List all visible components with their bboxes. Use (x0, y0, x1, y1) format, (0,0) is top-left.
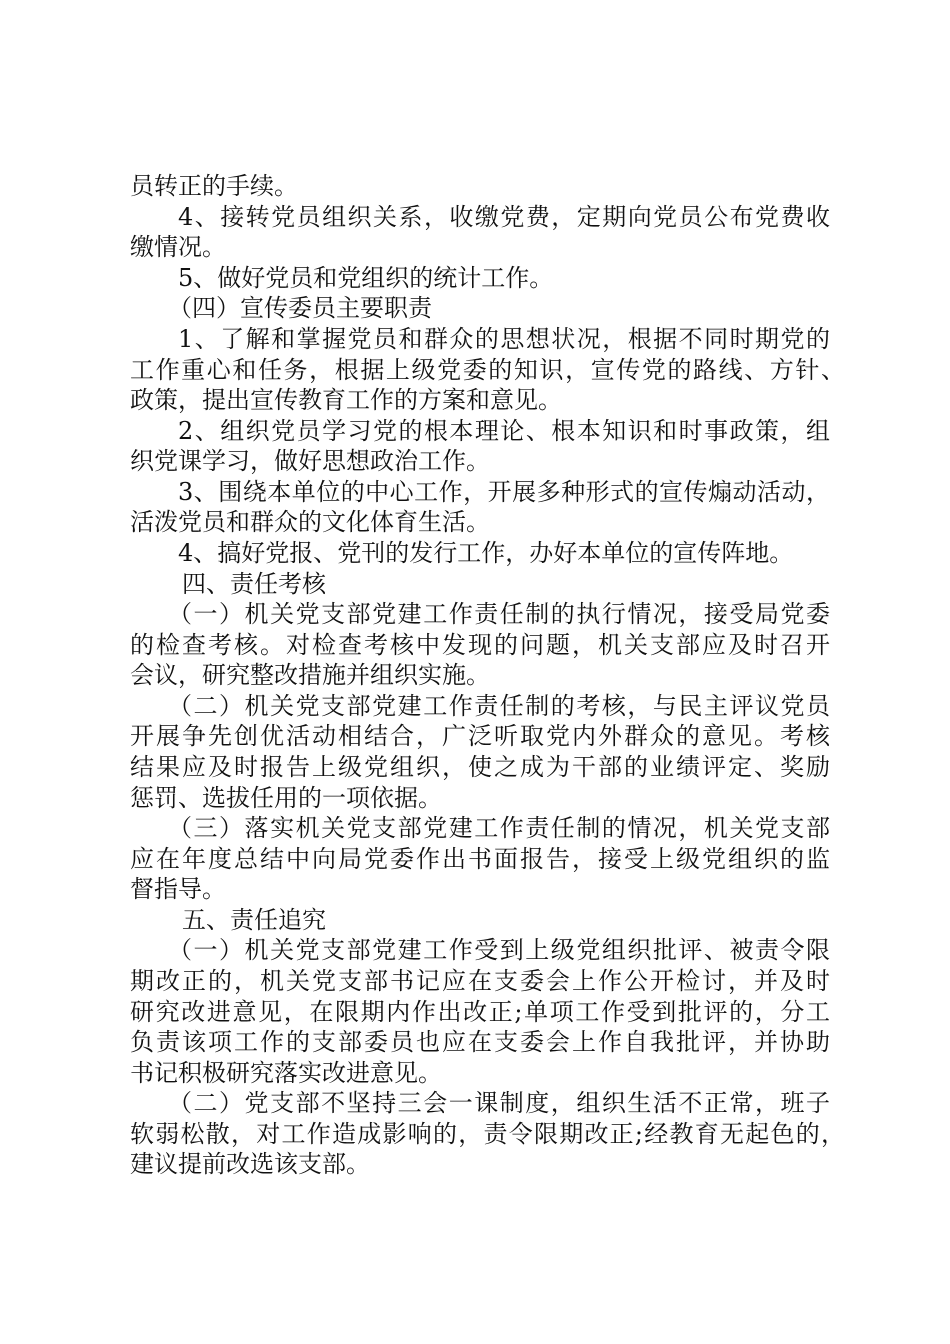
text-line: 4、搞好党报、党刊的发行工作，办好本单位的宣传阵地。 (178, 539, 794, 567)
text-line: 织党课学习，做好思想政治工作。 (130, 447, 490, 475)
text-line: 会议，研究整改措施并组织实施。 (130, 661, 490, 689)
text-line: （一）机关党支部党建工作受到上级党组织批评、被责令限 (168, 936, 830, 964)
text-line: （三）落实机关党支部党建工作责任制的情况，机关党支部 (168, 814, 830, 842)
text-line: 2、组织党员学习党的根本理论、根本知识和时事政策，组 (178, 417, 830, 445)
text-line: 惩罚、选拔任用的一项依据。 (130, 784, 442, 812)
text-line: 负责该项工作的支部委员也应在支委会上作自我批评，并协助 (130, 1028, 830, 1056)
text-line: 4、接转党员组织关系，收缴党费，定期向党员公布党费收 (178, 203, 830, 231)
text-line: 缴情况。 (130, 233, 226, 261)
text-line: 员转正的手续。 (130, 172, 298, 200)
text-line: （二）党支部不坚持三会一课制度，组织生活不正常，班子 (168, 1089, 830, 1117)
text-line: 软弱松散，对工作造成影响的，责令限期改正;经教育无起色的， (130, 1120, 845, 1148)
text-line: 书记积极研究落实改进意见。 (130, 1059, 442, 1087)
text-line: 1、了解和掌握党员和群众的思想状况，根据不同时期党的 (178, 325, 830, 353)
text-line: 应在年度总结中向局党委作出书面报告，接受上级党组织的监 (130, 845, 830, 873)
text-line: 5、做好党员和党组织的统计工作。 (178, 264, 554, 292)
section-heading: 四、责任考核 (182, 570, 326, 598)
text-line: 期改正的，机关党支部书记应在支委会上作公开检讨，并及时 (130, 967, 830, 995)
text-line: 3、围绕本单位的中心工作，开展多种形式的宣传煽动活动， (178, 478, 830, 506)
text-line: 研究改进意见，在限期内作出改正;单项工作受到批评的，分工 (130, 998, 830, 1026)
text-line: （一）机关党支部党建工作责任制的执行情况，接受局党委 (168, 600, 830, 628)
text-line: 活泼党员和群众的文化体育生活。 (130, 508, 490, 536)
section-heading: 五、责任追究 (182, 906, 326, 934)
text-line: 开展争先创优活动相结合，广泛听取党内外群众的意见。考核 (130, 722, 830, 750)
text-line: 结果应及时报告上级党组织，使之成为干部的业绩评定、奖励 (130, 753, 830, 781)
text-line: （二）机关党支部党建工作责任制的考核，与民主评议党员 (168, 692, 830, 720)
text-line: 督指导。 (130, 875, 226, 903)
text-line: 的检查考核。对检查考核中发现的问题，机关支部应及时召开 (130, 631, 830, 659)
section-heading: （四）宣传委员主要职责 (168, 294, 432, 322)
text-line: 工作重心和任务，根据上级党委的知识，宣传党的路线、方针、 (130, 356, 845, 384)
text-line: 政策，提出宣传教育工作的方案和意见。 (130, 386, 562, 414)
text-line: 建议提前改选该支部。 (130, 1150, 370, 1178)
